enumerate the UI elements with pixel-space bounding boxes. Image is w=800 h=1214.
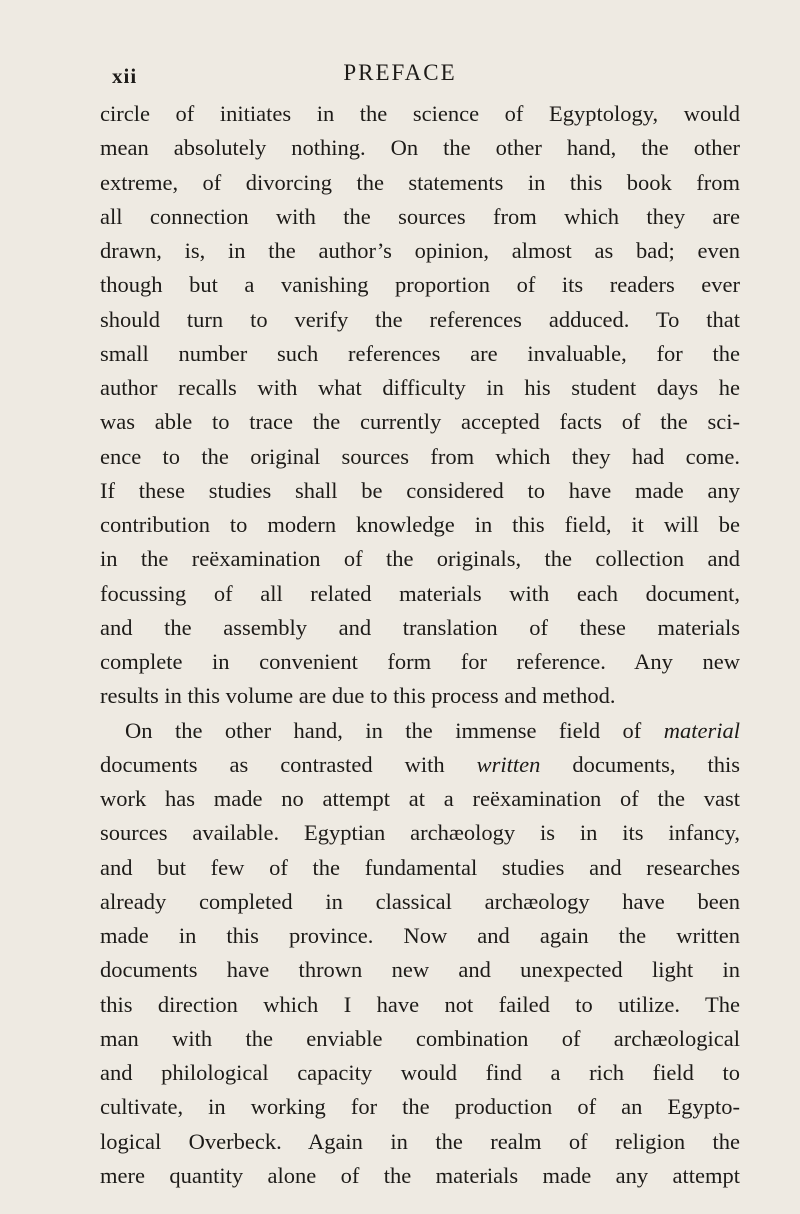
text-line: all connection with the sources from which they are bbox=[100, 203, 740, 229]
text-line: and but few of the fundamental studies and researches bbox=[100, 854, 740, 880]
text-line: complete in convenient form for reference. Any new bbox=[100, 649, 740, 674]
text-line: was able to trace the currently accepted facts of the sci- bbox=[100, 409, 740, 435]
text-line: logical Overbeck. Again in the realm of religion the bbox=[100, 1128, 740, 1154]
text-line: author recalls with what difficulty in his student days he bbox=[100, 375, 740, 400]
page-header bbox=[100, 58, 700, 92]
text-line: documents have thrown new and unexpected light in bbox=[100, 957, 740, 983]
text-line: man with the enviable combination of archæological bbox=[100, 1025, 740, 1051]
text-line-paragraph-end: results in this volume are due to this process and method. bbox=[100, 683, 616, 709]
text-line: mean absolutely nothing. On the other hand, the other bbox=[100, 135, 740, 161]
text-line: mere quantity alone of the materials made any attempt bbox=[100, 1162, 740, 1188]
text-line: in the reëxamination of the originals, the collection and bbox=[100, 546, 740, 572]
text-line: extreme, of divorcing the statements in this book from bbox=[100, 169, 740, 195]
running-head: PREFACE bbox=[343, 60, 457, 85]
text-line: ence to the original sources from which they had come. bbox=[100, 443, 740, 469]
text-line: contribution to modern knowledge in this field, it will be bbox=[100, 512, 740, 537]
text-line: this direction which I have not failed to utilize. The bbox=[100, 991, 740, 1017]
text-line: and philological capacity would find a rich field to bbox=[100, 1060, 740, 1085]
body-text bbox=[100, 97, 740, 1193]
text-line: If these studies shall be considered to have made any bbox=[100, 477, 740, 503]
italic-word-material: material bbox=[663, 717, 741, 743]
text-line: small number such references are invaluable, for the bbox=[100, 340, 740, 366]
text-segment: On the other hand, in the immense field of bbox=[125, 717, 642, 743]
italic-word-written: written bbox=[476, 751, 541, 777]
text-line: already completed in classical archæology have been bbox=[100, 888, 740, 914]
text-line: work has made no attempt at a reëxamination of the vast bbox=[100, 786, 740, 811]
text-line-paragraph-start bbox=[100, 714, 740, 748]
text-line: and the assembly and translation of these materials bbox=[100, 614, 740, 640]
text-segment: documents as contrasted with bbox=[100, 751, 445, 777]
text-line: made in this province. Now and again the written bbox=[100, 923, 740, 948]
text-segment: documents, this bbox=[572, 751, 741, 777]
text-line: focussing of all related materials with each document, bbox=[100, 580, 740, 606]
page-number: xii bbox=[112, 64, 138, 88]
text-line: though but a vanishing proportion of its readers ever bbox=[100, 272, 740, 298]
text-line: drawn, is, in the author’s opinion, almost as bad; even bbox=[100, 238, 740, 263]
text-line: sources available. Egyptian archæology is in its infancy, bbox=[100, 820, 740, 846]
text-line bbox=[100, 748, 740, 782]
text-line: cultivate, in working for the production of an Egypto- bbox=[100, 1094, 740, 1120]
text-line: should turn to verify the references adduced. To that bbox=[100, 306, 740, 332]
text-line: circle of initiates in the science of Egyptology, would bbox=[100, 101, 740, 126]
